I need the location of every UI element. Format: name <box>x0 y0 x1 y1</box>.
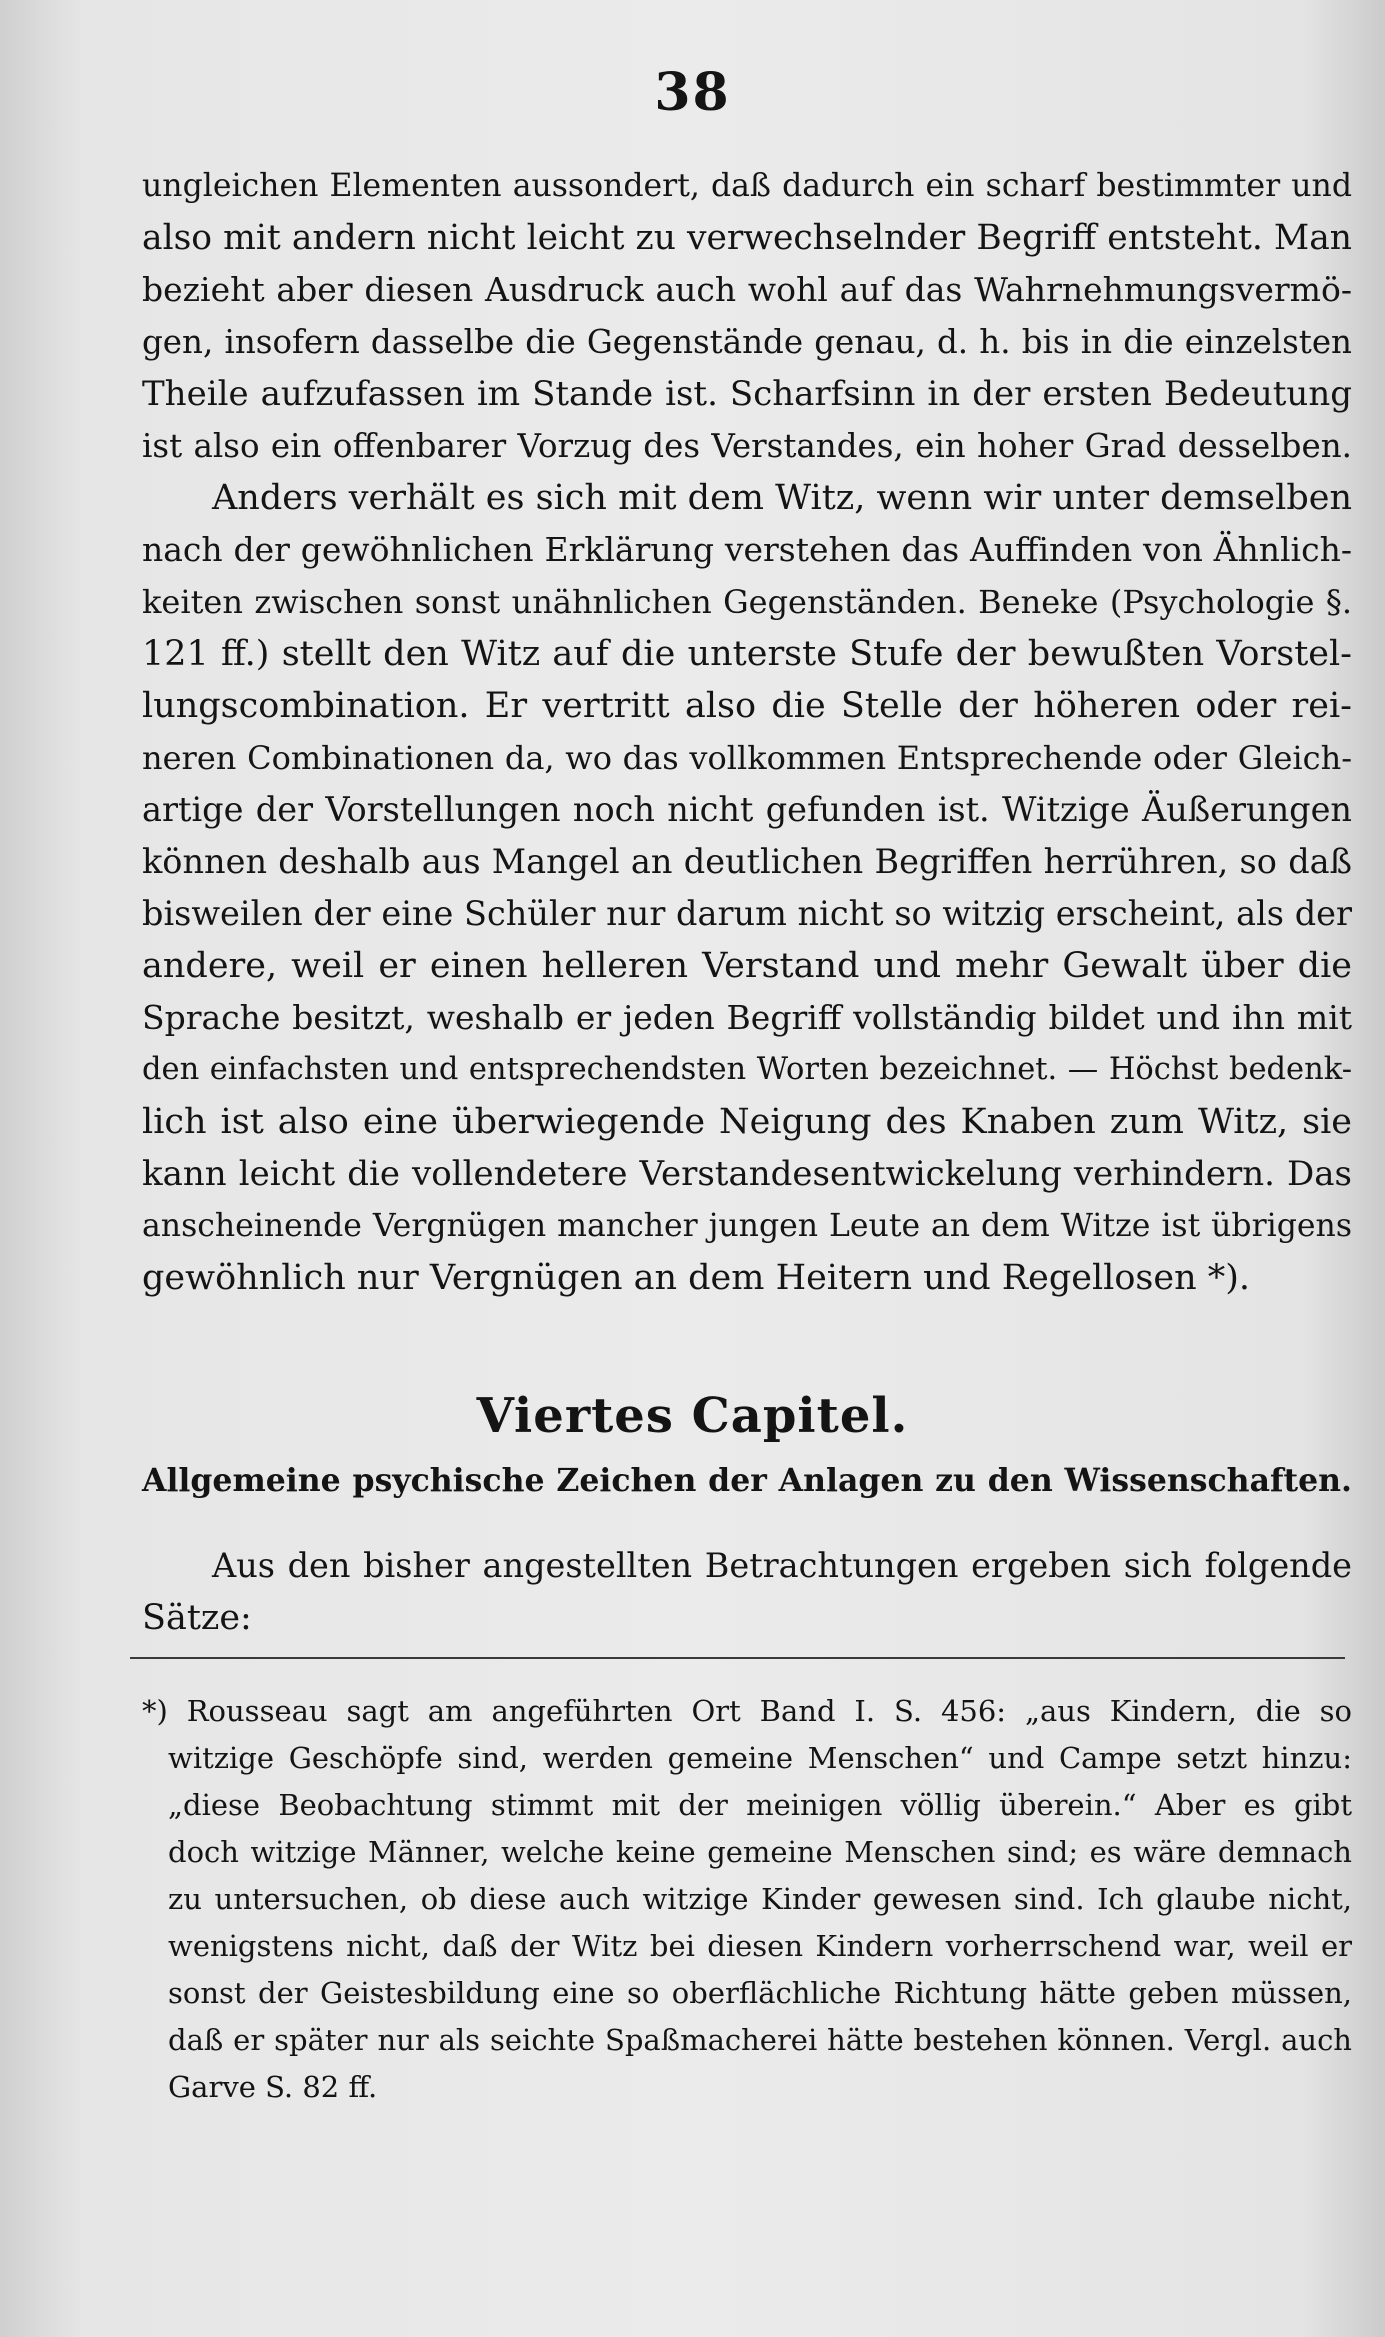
text-line: bezieht aber diesen Ausdruck auch wohl auf das Wahrnehmungsvermö- <box>142 270 1352 309</box>
footnote-line: Garve S. 82 ff. <box>168 2070 378 2104</box>
text-line: kann leicht die vollendetere Verstandesentwickelung verhindern. Das <box>142 1154 1352 1194</box>
text-line: anscheinende Vergnügen mancher jungen Leute an dem Witze ist übrigens <box>142 1208 1352 1244</box>
footnote-line: zu untersuchen, ob diese auch witzige Kinder gewesen sind. Ich glaube nicht, <box>168 1882 1352 1916</box>
text-line: nach der gewöhnlichen Erklärung verstehen das Auffinden von Ähnlich- <box>142 530 1352 569</box>
text-line: lich ist also eine überwiegende Neigung des Knaben zum Witz, sie <box>142 1102 1352 1142</box>
footnote-line: *) Rousseau sagt am angeführten Ort Band I. S. 456: „aus Kindern, die so <box>142 1694 1352 1728</box>
footnote-line: „diese Beobachtung stimmt mit der meinigen völlig überein.“ Aber es gibt <box>168 1788 1352 1822</box>
text-line: können deshalb aus Mangel an deutlichen Begriffen herrühren, so daß <box>142 842 1352 881</box>
footnote-divider <box>130 1657 1345 1659</box>
page-number: 38 <box>654 62 731 123</box>
body-text <box>142 160 1352 1304</box>
footnote-line: wenigstens nicht, daß der Witz bei diesen Kindern vorherrschend war, weil er <box>168 1929 1352 1963</box>
text-line: keiten zwischen sonst unähnlichen Gegenständen. Beneke (Psychologie §. <box>142 583 1352 621</box>
text-line: 121 ff.) stellt den Witz auf die unterste Stufe der bewußten Vorstel- <box>142 634 1352 674</box>
text-line: Sprache besitzt, weshalb er jeden Begriff vollständig bildet und ihn mit <box>142 998 1352 1037</box>
text-line: den einfachsten und entsprechendsten Worten bezeichnet. — Höchst bedenk- <box>142 1052 1352 1087</box>
chapter-intro <box>142 1540 1352 1644</box>
footnote-line: daß er später nur als seichte Spaßmacherei hätte bestehen können. Vergl. auch <box>168 2023 1352 2057</box>
text-line: artige der Vorstellungen noch nicht gefunden ist. Witzige Äußerungen <box>142 790 1352 829</box>
text-line: ist also ein offenbarer Vorzug des Verstandes, ein hoher Grad desselben. <box>142 427 1352 465</box>
footnote-line: witzige Geschöpfe sind, werden gemeine Menschen“ und Campe setzt hinzu: <box>168 1741 1352 1775</box>
text-line: bisweilen der eine Schüler nur darum nicht so witzig erscheint, als der <box>142 894 1352 933</box>
footnote-line: doch witzige Männer, welche keine gemeine Menschen sind; es wäre demnach <box>168 1835 1352 1869</box>
text-line: andere, weil er einen helleren Verstand und mehr Gewalt über die <box>142 946 1352 986</box>
text-line: ungleichen Elementen aussondert, daß dadurch ein scharf bestimmter und <box>142 168 1352 204</box>
paragraph-start-line: Anders verhält es sich mit dem Witz, wenn wir unter demselben <box>212 478 1352 518</box>
chapter-subtitle: Allgemeine psychische Zeichen der Anlagen zu den Wissenschaften. <box>142 1462 1352 1499</box>
text-line: also mit andern nicht leicht zu verwechselnder Begriff entsteht. Man <box>142 218 1352 258</box>
text-line: neren Combinationen da, wo das vollkommen Entsprechende oder Gleich- <box>142 739 1352 777</box>
text-line: Sätze: <box>142 1598 252 1638</box>
text-line: gewöhnlich nur Vergnügen an dem Heitern und Regellosen *). <box>142 1258 1251 1298</box>
text-line: lungscombination. Er vertritt also die Stelle der höheren oder rei- <box>142 686 1352 726</box>
footnote-line: sonst der Geistesbildung eine so oberflächliche Richtung hätte geben müssen, <box>168 1976 1352 2010</box>
text-line: gen, insofern dasselbe die Gegenstände genau, d. h. bis in die einzelsten <box>142 323 1352 361</box>
paragraph-start-line: Aus den bisher angestellten Betrachtungen ergeben sich folgende <box>212 1546 1352 1585</box>
text-line: Theile aufzufassen im Stande ist. Scharfsinn in der ersten Bedeutung <box>142 374 1352 414</box>
chapter-title: Viertes Capitel. <box>476 1388 909 1444</box>
footnote <box>142 1688 1352 2111</box>
